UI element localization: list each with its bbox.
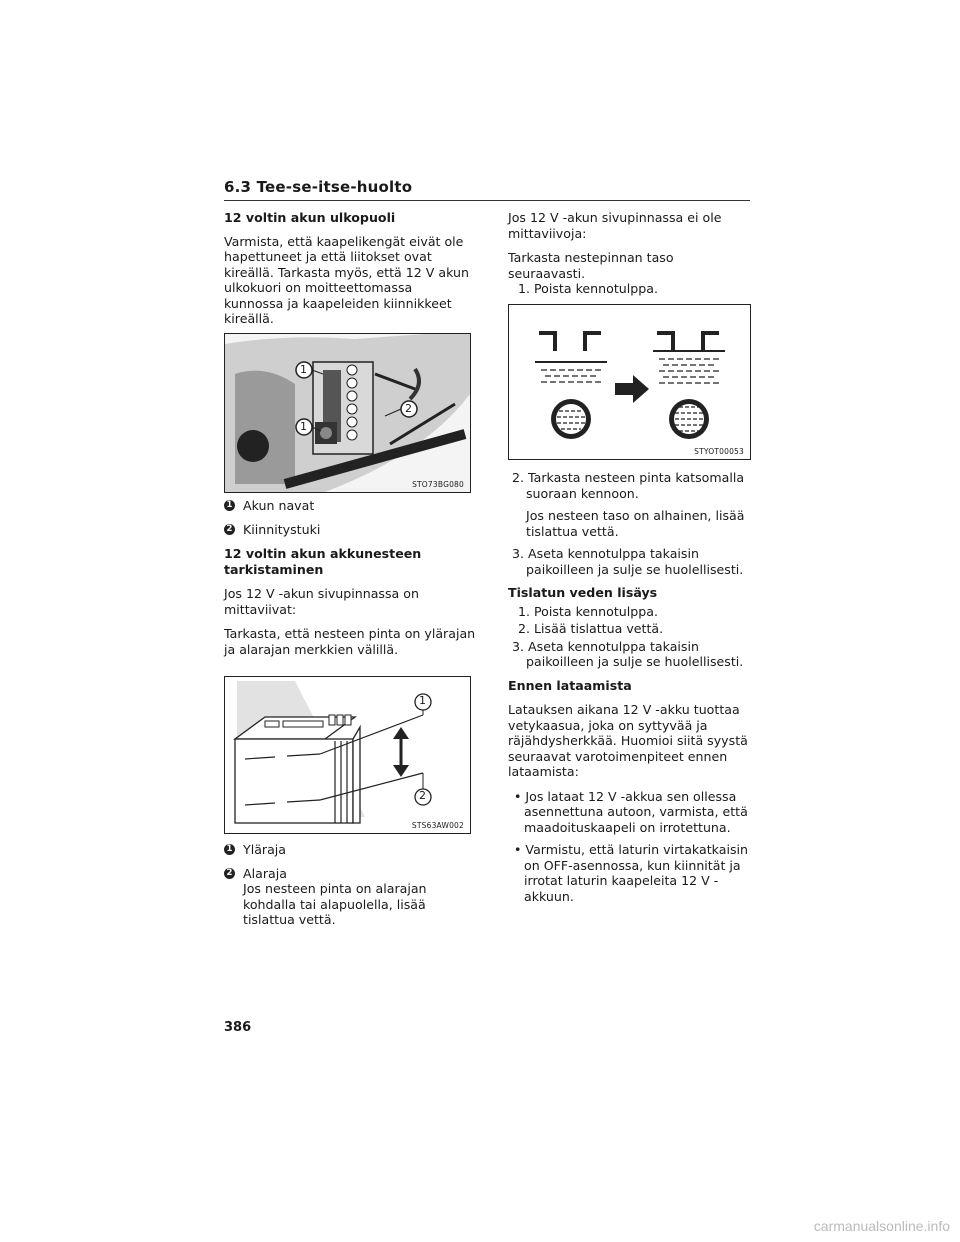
figure-battery-terminals <box>224 333 471 493</box>
paragraph-fluid-lines: Jos 12 V -akun sivupinnassa on mittaviivat: <box>224 586 419 617</box>
callout-text: Yläraja <box>243 842 287 857</box>
page-number: 386 <box>224 1020 252 1035</box>
step-item <box>508 639 754 670</box>
level-lines-illustration <box>225 677 470 833</box>
callout-item <box>224 842 476 858</box>
paragraph-charging-warning: Latauksen aikana 12 V -akku tuottaa vetykaasua, joka on syttyvää ja räjähdysherkkää. Huomioi siitä syystä seuraavat varotoimenpiteet ennen lataamista: <box>508 702 748 779</box>
callout-item <box>224 522 476 538</box>
callout-number: 2 <box>224 868 235 879</box>
paragraph-battery-exterior: Varmista, että kaapelikengät eivät ole hapettuneet ja että liitokset ovat kireällä. Tarkasta myös, että 12 V akun ulkokuori on moitteettomassa kunnossa ja kaapeleiden kiinnikkeet kireällä. <box>224 233 469 326</box>
left-column <box>224 210 474 327</box>
callout-number: 1 <box>224 844 235 855</box>
right-column <box>508 210 752 297</box>
callout-item <box>224 866 476 882</box>
heading-battery-exterior: 12 voltin akun ulkopuoli <box>224 210 396 225</box>
step-text: 3. Aseta kennotulppa takaisin paikoilleen ja sulje se huolellisesti. <box>512 638 744 669</box>
fig1-callout-1b: 1 <box>300 420 307 433</box>
bullet-item: • Varmistu, että laturin virtakatkaisin on OFF-asennossa, kun kiinnität ja irrotat laturin kaapeleita 12 V -akkuun. <box>514 842 748 904</box>
fig2-callout-2: 2 <box>419 789 426 802</box>
bullet-item: • Jos lataat 12 V -akkua sen ollessa asennettuna autoon, varmista, että maadoituskaapeli on irrotettuna. <box>514 788 748 835</box>
step-text: 2. Tarkasta nesteen pinta katsomalla suoraan kennoon. <box>512 470 745 501</box>
cell-level-illustration <box>509 305 750 459</box>
paragraph-fluid-level: Tarkasta, että nesteen pinta on ylärajan ja alarajan merkkien välillä. <box>224 626 476 657</box>
step-item: 1. Poista kennotulppa. <box>518 603 658 619</box>
callout-number: 2 <box>224 524 235 535</box>
footer-watermark: carmanualsonline.info <box>813 1218 950 1234</box>
section-title: 6.3 Tee-se-itse-huolto <box>224 178 413 196</box>
callout-number: 1 <box>224 500 235 511</box>
step-text: 3. Aseta kennotulppa takaisin paikoilleen ja sulje se huolellisesti. <box>512 546 744 577</box>
figure-code: STO73BG080 <box>412 480 464 489</box>
step-item: 2. Lisää tislattua vettä. <box>518 621 664 636</box>
left-column-lower <box>224 498 476 657</box>
left-column-bottom <box>224 842 476 928</box>
heading-fluid-check: 12 voltin akun akkunesteen tarkistaminen <box>224 546 422 577</box>
heading-before-charging: Ennen lataamista <box>508 677 632 693</box>
callout-text: Akun navat <box>243 498 315 513</box>
figure-code: STYOT00053 <box>694 447 744 456</box>
figure-level-lines <box>224 676 471 834</box>
step-item: 1. Poista kennotulppa. <box>518 281 658 296</box>
callout-text: Alaraja <box>243 865 287 881</box>
step-item <box>508 546 754 577</box>
section-divider <box>224 200 750 201</box>
heading-distilled-water: Tislatun veden lisäys <box>508 585 658 600</box>
callout-note: Jos nesteen pinta on alarajan kohdalla tai alapuolella, lisää tislattua vettä. <box>243 881 427 927</box>
right-column-lower <box>508 470 754 904</box>
callout-text: Kiinnitystuki <box>243 521 321 537</box>
paragraph-no-lines: Jos 12 V -akun sivupinnassa ei ole mittaviivoja: <box>508 210 722 241</box>
fig1-callout-1: 1 <box>300 363 307 376</box>
figure-code: STS63AW002 <box>411 821 464 830</box>
fig2-callout-1: 1 <box>419 694 426 707</box>
figure-cell-level <box>508 304 751 460</box>
battery-terminals-illustration <box>225 334 470 492</box>
fig1-callout-2: 2 <box>405 402 412 415</box>
step-item <box>508 470 754 501</box>
paragraph-check-level: Tarkasta nestepinnan taso seuraavasti. <box>508 250 674 281</box>
step-note: Jos nesteen taso on alhainen, lisää tislattua vettä. <box>526 508 745 539</box>
callout-item <box>224 498 476 514</box>
